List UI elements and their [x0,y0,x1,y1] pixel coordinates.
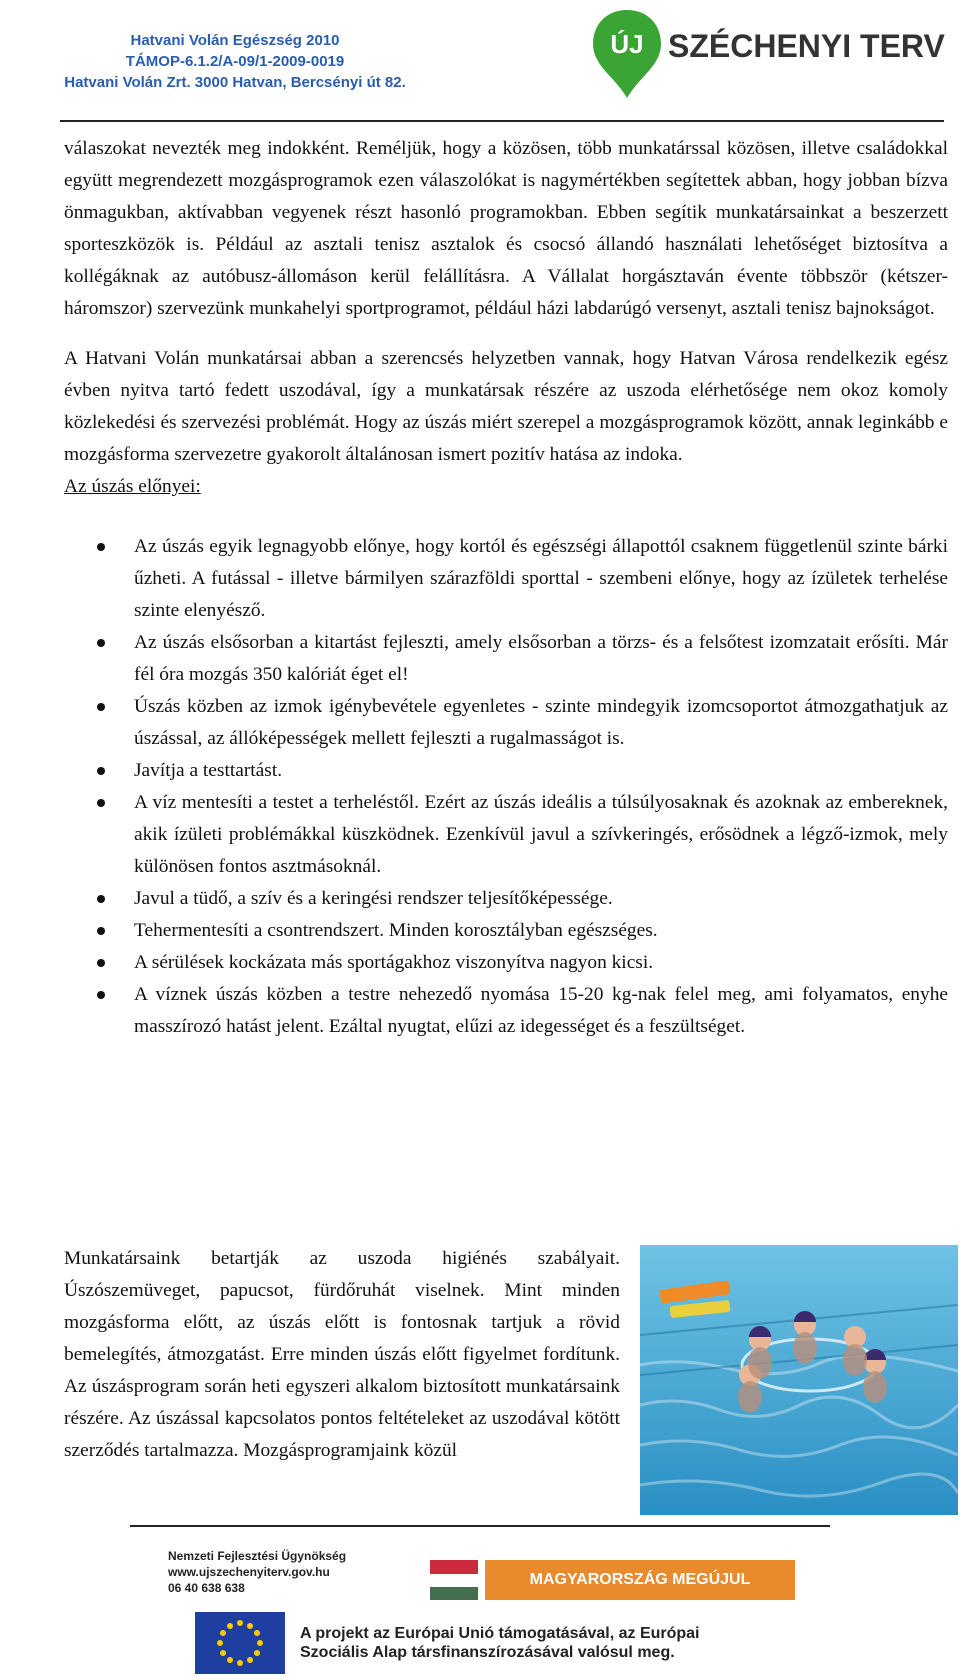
eu-funding-statement [300,1624,820,1662]
paragraph-2: A Hatvani Volán munkatársai abban a szerencsés helyzetben vannak, hogy Hatvan Városa rendelkezik egész évben nyitva tartó fedett uszodával, így a munkatársak részére az uszoda elérhetősége nem okoz komoly közlekedési és szervezési problémát. Hogy az úszás miért szerepel a mozgásprogramok között, annak leginkább e mozgásforma szervezetre gyakorolt általánosan ismert pozitív hatása az indoka. [64,348,948,465]
bullet-icon [97,927,105,935]
eu-flag-icon [195,1612,285,1674]
list-item [64,531,948,627]
project-name: Hatvani Volán Egészség 2010 [130,32,340,49]
list-item [64,947,948,979]
benefits-list [64,531,948,1043]
logo-badge-text: ÚJ [610,29,644,59]
logo-pin-icon [590,8,664,100]
list-item-text: Tehermentesíti a csontrendszert. Minden korosztályban egészséges. [134,920,658,941]
bullet-icon [97,895,105,903]
agency-website: www.ujszechenyiterv.gov.hu [168,1565,330,1579]
main-content [64,133,948,1043]
bullet-icon [97,767,105,775]
project-info [40,30,430,93]
bullet-icon [97,959,105,967]
logo-text: SZÉCHENYI TERV [668,28,945,64]
company-address: Hatvani Volán Zrt. 3000 Hatvan, Bercsényi út 82. [64,74,406,91]
list-item [64,915,948,947]
page-header [0,0,960,140]
bullet-icon [97,543,105,551]
page-footer [130,1532,830,1672]
list-item-text: A sérülések kockázata más sportágakhoz viszonyítva nagyon kicsi. [134,952,654,973]
magyarorszag-megujul-banner: MAGYARORSZÁG MEGÚJUL [485,1560,795,1600]
list-item [64,787,948,883]
list-item [64,691,948,755]
pool-image [640,1245,958,1515]
list-item-text: Javítja a testtartást. [134,760,283,781]
list-item [64,627,948,691]
hungarian-flag-icon [430,1560,478,1600]
header-divider [60,120,944,122]
section-heading: Az úszás előnyei: [64,476,201,497]
swimming-pool-photo [640,1245,958,1515]
list-item [64,755,948,787]
uj-szechenyi-terv-logo [590,8,950,98]
project-code: TÁMOP-6.1.2/A-09/1-2009-0019 [125,53,345,70]
list-item-text: Úszás közben az izmok igénybevétele egyenletes - szinte mindegyik izomcsoportot átmozgathatjuk az úszással, az állóképességek mellett fejleszti a rugalmasságot is. [134,696,948,749]
footer-divider [130,1525,830,1527]
bullet-icon [97,799,105,807]
list-item-text: A víz mentesíti a testet a terheléstől. Ezért az úszás ideális a túlsúlyosaknak és azoknak az embereknek, akik ízületi problémákkal küszködnek. Ezenkívül javul a szívkeringés, erősödnek a légző-izmok, mely különösen fontos asztmásoknál. [134,792,948,877]
bullet-icon [97,703,105,711]
list-item [64,883,948,915]
list-item-text: Az úszás egyik legnagyobb előnye, hogy kortól és egészségi állapottól csaknem függetlenül szinte bárki űzheti. A futással - illetve bármilyen szárazföldi sporttal - szembeni előnye, hogy az ízületek terhelése szinte elenyésző. [134,536,948,621]
eu-line-2: Szociális Alap társfinanszírozásával valósul meg. [300,1644,675,1661]
list-item [64,979,948,1043]
bullet-icon [97,991,105,999]
agency-name: Nemzeti Fejlesztési Ügynökség [168,1549,347,1563]
list-item-text: Javul a tüdő, a szív és a keringési rendszer teljesítőképessége. [134,888,613,909]
agency-info [168,1548,408,1596]
agency-phone: 06 40 638 638 [168,1581,245,1595]
paragraph-1: válaszokat nevezték meg indokként. Reméljük, hogy a közösen, több munkatárssal közösen, illetve családokkal együtt megrendezett mozgásprogramok ezen válaszolókat is nagymértékben segítettek abban, hogy jobban bízva önmagukban, aktívabban vegyenek részt hasonló programokban. Ebben segítik munkatársainkat a beszerzett sporteszközök is. Például az asztali tenisz asztalok és csocsó állandó használati lehetőséget biztosítva a kollégáknak az autóbusz-állomáson kerül felállításra. A Vállalat horgásztaván évente többször (kétszer-háromszor) szervezünk munkahelyi sportprogramot, például házi labdarúgó versenyt, asztali tenisz bajnokságot. [64,138,948,319]
eu-line-1: A projekt az Európai Unió támogatásával, az Európai [300,1625,700,1642]
bullet-icon [97,639,105,647]
paragraph-3: Munkatársaink betartják az uszoda higiénés szabályait. Úszószemüveget, papucsot, fürdőruhát viselnek. Mint minden mozgásforma előtt, az úszás előtt is fontosnak tartjuk a rövid bemelegítés, átmozgatást. Erre minden úszás előtt figyelmet fordítunk. Az úszásprogram során heti egyszeri alkalom biztosított munkatársaink részére. Az úszással kapcsolatos pontos feltételeket az uszodával kötött szerződés tartalmazza. Mozgásprogramjaink közül [64,1248,620,1461]
list-item-text: Az úszás elsősorban a kitartást fejleszti, amely elsősorban a törzs- és a felsőtest izomzatait erősíti. Már fél óra mozgás 350 kalóriát éget el! [134,632,948,685]
list-item-text: A víznek úszás közben a testre nehezedő nyomása 15-20 kg-nak felel meg, ami folyamatos, enyhe masszírozó hatást jelent. Ezáltal nyugtat, elűzi az idegességet és a feszültséget. [134,984,948,1037]
